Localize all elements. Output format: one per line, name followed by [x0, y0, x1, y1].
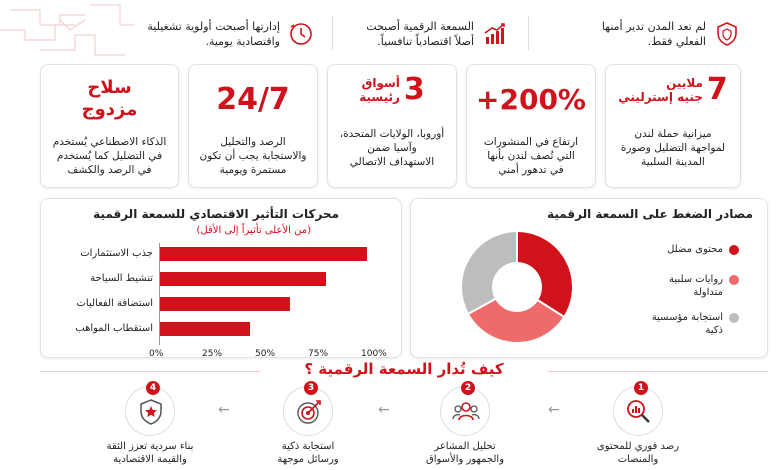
section-title-row [40, 360, 768, 382]
magnifier-chart-icon [624, 397, 654, 427]
stat-unit-2: جنيه إسترليني [618, 90, 703, 104]
bar-axis-tick: 0% [149, 349, 164, 359]
pie-title: مصادر الضغط على السمعة الرقمية [547, 207, 753, 221]
target-icon [294, 397, 324, 427]
stat-card-budget [605, 64, 741, 188]
step-circle [283, 383, 333, 436]
stat-desc-l1: الذكاء الاصطناعي يُستخدم [52, 136, 167, 148]
stat-desc-l1: ميزانية حملة لندن [634, 128, 712, 140]
step-label-l1: بناء سردية تعزز الثقة [106, 441, 194, 452]
arrow-left-icon: ← [548, 402, 560, 418]
bar-panel [40, 198, 402, 358]
step-circle [125, 383, 175, 436]
legend-label: روايات سلبية [669, 274, 723, 285]
stat-card-dual-weapon [40, 64, 179, 188]
step-4 [90, 383, 210, 466]
step-circle [440, 383, 490, 436]
stat-value: 3 [403, 72, 425, 107]
step-number: 4 [146, 381, 160, 395]
stat-unit: أسواق [361, 76, 400, 90]
stat-value: 24/7 [216, 82, 290, 117]
step-number: 1 [634, 381, 648, 395]
pie-panel [410, 198, 768, 358]
bar [159, 297, 290, 311]
stat-unit: ملايين [666, 76, 703, 90]
stat-desc-l2: والاستجابة يجب أن تكون [199, 150, 307, 162]
legend-swatch [729, 313, 739, 323]
step-label-l1: رصد فوري للمحتوى [596, 441, 680, 452]
step-3 [248, 383, 368, 466]
decorative-pattern [0, 0, 140, 60]
bar-chart [41, 199, 403, 359]
step-label-l2: والقيمة الاقتصادية [113, 454, 187, 465]
stat-card-markets [327, 64, 457, 188]
step-1 [578, 383, 698, 466]
divider [332, 16, 333, 50]
bar-axis-line [159, 243, 160, 345]
stat-value: سلاح [87, 77, 132, 98]
stat-desc-l3: في تدهور أمني [498, 164, 564, 176]
legend-item [669, 273, 739, 299]
bar-axis-tick: 100% [361, 349, 387, 359]
stat-desc-l3: مستمرة ويومية [219, 164, 287, 176]
stat-value: +200% [476, 83, 586, 116]
bar-category-label: استقطاب المواهب [75, 323, 153, 334]
legend-label-2: متداولة [693, 287, 723, 298]
top-fact-1-l2: الفعلي فقط. [647, 35, 706, 48]
step-number: 2 [461, 381, 475, 395]
top-fact-3-l1: إدارتها أصبحت أولوية تشغيلية [147, 20, 280, 33]
legend-item [652, 311, 739, 337]
step-label-l2: ورسائل موجهة [277, 454, 339, 465]
top-fact-3 [147, 14, 314, 54]
top-fact-1 [602, 14, 740, 54]
legend-swatch [729, 275, 739, 285]
top-fact-2 [366, 14, 508, 54]
legend-label: محتوى مضلل [667, 244, 723, 255]
bar [159, 322, 250, 336]
stat-desc-l2: التي تُصف لندن بأنها [487, 150, 575, 162]
divider [528, 16, 529, 50]
stat-desc-l3: في الرصد والكشف [67, 164, 152, 176]
stat-unit-2: رئيسية [359, 90, 400, 104]
bar-axis-tick: 75% [308, 349, 329, 359]
legend-item [667, 243, 739, 256]
donut-slice [461, 231, 517, 314]
stat-desc-l2: وآسيا ضمن [367, 142, 417, 154]
top-fact-2-l1: السمعة الرقمية أصبحت [366, 20, 474, 33]
stat-value: 7 [706, 72, 728, 107]
donut-chart [459, 229, 575, 345]
top-fact-3-l2: واقتصادية يومية. [205, 35, 280, 48]
stat-desc-l3: المدينة السلبية [641, 156, 705, 168]
bar-title: محركات التأثير الاقتصادي للسمعة الرقمية [93, 207, 339, 221]
legend-label-2: ذكية [705, 325, 723, 336]
stat-unit: مزدوج [81, 99, 138, 120]
bar [159, 272, 326, 286]
stat-card-247 [188, 64, 318, 188]
bar-category-label: تنشيط السياحة [90, 273, 153, 284]
step-label-l1: استجابة ذكية [281, 441, 335, 452]
step-label-l2: والجمهور والأسواق [425, 454, 505, 465]
shield-icon [714, 21, 740, 47]
bar-subtitle: (من الأعلى تأثيراً إلى الأقل) [196, 225, 311, 236]
people-icon [451, 397, 481, 427]
step-circle [613, 383, 663, 436]
section-title: كيف تُدار السمعة الرقمية ؟ [304, 360, 504, 378]
legend-swatch [729, 245, 739, 255]
clock-icon [288, 21, 314, 47]
stat-card-posts [466, 64, 596, 188]
stat-desc-l2: لمواجهة التضليل وصورة [620, 142, 726, 154]
bar-axis-tick: 25% [202, 349, 223, 359]
stat-desc-l3: الاستهداف الاتصالي [349, 156, 435, 168]
stat-desc-l1: ارتفاع في المنشورات [483, 136, 579, 148]
stat-desc-l1: الرصد والتحليل [220, 136, 286, 148]
bar-category-label: استضافة الفعاليات [76, 298, 153, 309]
top-fact-1-l1: لم تعد المدن تدير أمنها [601, 20, 706, 33]
step-label-l2: والمنصات [617, 454, 659, 465]
stat-desc-l2: في التضليل كما يُستخدم [56, 150, 163, 162]
legend-label: استجابة مؤسسية [651, 312, 723, 323]
arrow-left-icon: ← [218, 402, 230, 418]
star-shield-icon [136, 397, 166, 427]
step-2 [405, 383, 525, 466]
bar-category-label: جذب الاستثمارات [80, 248, 153, 259]
step-label-l1: تحليل المشاعر [434, 441, 496, 452]
stat-desc-l1: أوروبا، الولايات المتحدة، [339, 128, 445, 140]
growth-chart-icon [482, 21, 508, 47]
top-fact-2-l2: أصلاً اقتصادياً تنافسياً. [377, 35, 474, 48]
bar [159, 247, 367, 261]
arrow-left-icon: ← [378, 402, 390, 418]
bar-axis-tick: 50% [255, 349, 276, 359]
step-number: 3 [304, 381, 318, 395]
